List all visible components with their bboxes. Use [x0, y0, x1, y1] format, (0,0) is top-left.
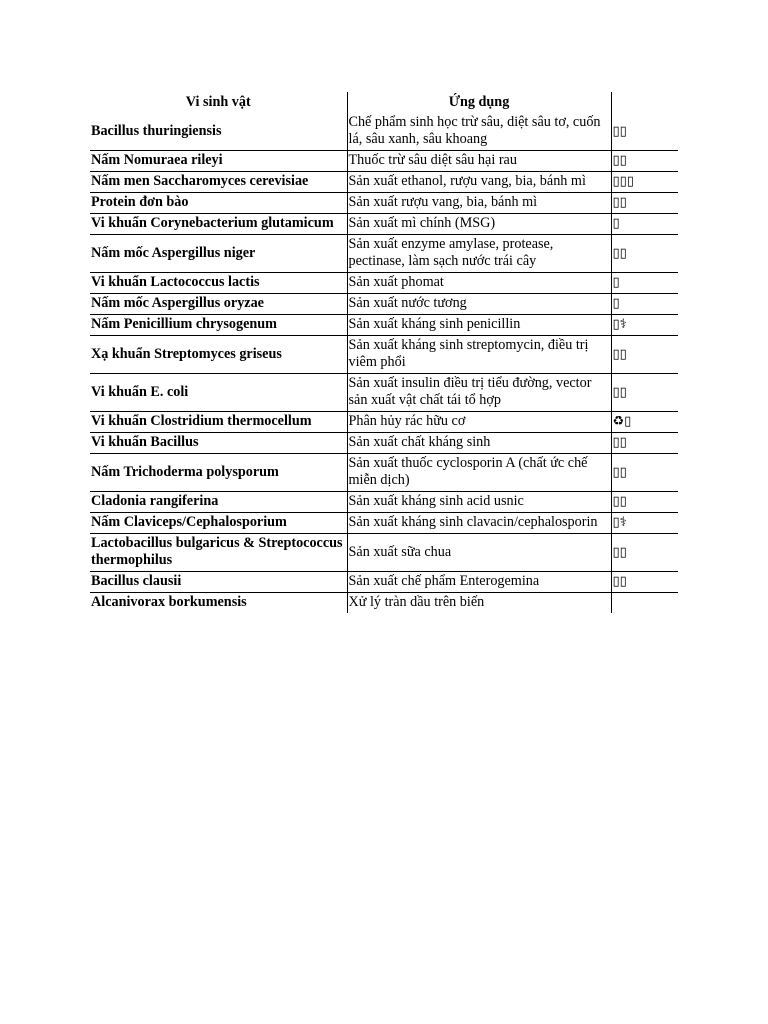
- application-cell: Sản xuất kháng sinh streptomycin, điều trị viêm phổi: [347, 336, 611, 374]
- application-cell: Sản xuất chế phẩm Enterogemina: [347, 572, 611, 593]
- icon-cell: ▯▯▯: [611, 172, 678, 193]
- organism-cell: Bacillus thuringiensis: [90, 113, 347, 151]
- application-cell: Sản xuất thuốc cyclosporin A (chất ức chế miễn dịch): [347, 454, 611, 492]
- organism-cell: Nấm mốc Aspergillus oryzae: [90, 294, 347, 315]
- application-cell: Sản xuất kháng sinh acid usnic: [347, 492, 611, 513]
- icon-cell: ▯▯: [611, 113, 678, 151]
- organism-cell: Protein đơn bào: [90, 193, 347, 214]
- table-row: [90, 294, 678, 315]
- icon-cell: ▯▯: [611, 151, 678, 172]
- table-body: [90, 113, 678, 613]
- application-cell: Sản xuất rượu vang, bia, bánh mì: [347, 193, 611, 214]
- icon-cell: ▯▯: [611, 492, 678, 513]
- organism-cell: Nấm Penicillium chrysogenum: [90, 315, 347, 336]
- application-cell: Sản xuất insulin điều trị tiểu đường, vector sản xuất vật chất tái tổ hợp: [347, 374, 611, 412]
- application-cell: Thuốc trừ sâu diệt sâu hại rau: [347, 151, 611, 172]
- icon-cell: ▯▯: [611, 433, 678, 454]
- icon-cell: ▯: [611, 273, 678, 294]
- table-row: [90, 454, 678, 492]
- organism-cell: Vi khuẩn Corynebacterium glutamicum: [90, 214, 347, 235]
- application-cell: Sản xuất kháng sinh clavacin/cephalosporin: [347, 513, 611, 534]
- icon-cell: ▯⚕: [611, 513, 678, 534]
- application-cell: Sản xuất enzyme amylase, protease, pectinase, làm sạch nước trái cây: [347, 235, 611, 273]
- icon-cell: ▯: [611, 294, 678, 315]
- table-row: [90, 193, 678, 214]
- table-row: [90, 273, 678, 294]
- table-row: [90, 433, 678, 454]
- application-cell: Chế phẩm sinh học trừ sâu, diệt sâu tơ, cuốn lá, sâu xanh, sâu khoang: [347, 113, 611, 151]
- organism-cell: Lactobacillus bulgaricus & Streptococcus thermophilus: [90, 534, 347, 572]
- organism-cell: Bacillus clausii: [90, 572, 347, 593]
- icon-cell: ▯▯: [611, 336, 678, 374]
- organism-cell: Vi khuẩn Bacillus: [90, 433, 347, 454]
- table-row: [90, 113, 678, 151]
- table-row: [90, 151, 678, 172]
- table-row: [90, 572, 678, 593]
- table-header: [90, 92, 678, 113]
- table-row: [90, 315, 678, 336]
- application-cell: Sản xuất chất kháng sinh: [347, 433, 611, 454]
- application-cell: Sản xuất sữa chua: [347, 534, 611, 572]
- application-cell: Sản xuất phomat: [347, 273, 611, 294]
- table-row: [90, 235, 678, 273]
- organism-cell: Nấm mốc Aspergillus niger: [90, 235, 347, 273]
- application-cell: Sản xuất mì chính (MSG): [347, 214, 611, 235]
- header-icon: [611, 92, 678, 113]
- icon-cell: ♻▯: [611, 412, 678, 433]
- icon-cell: ▯▯: [611, 454, 678, 492]
- organism-cell: Xạ khuẩn Streptomyces griseus: [90, 336, 347, 374]
- header-application: Ứng dụng: [347, 92, 611, 113]
- table-row: [90, 172, 678, 193]
- application-cell: Sản xuất kháng sinh penicillin: [347, 315, 611, 336]
- microorganism-table: [90, 92, 678, 613]
- table-row: [90, 492, 678, 513]
- table-row: [90, 513, 678, 534]
- organism-cell: Nấm Claviceps/Cephalosporium: [90, 513, 347, 534]
- icon-cell: ▯▯: [611, 572, 678, 593]
- table-row: [90, 534, 678, 572]
- icon-cell: ▯▯: [611, 235, 678, 273]
- icon-cell: ▯: [611, 214, 678, 235]
- header-row: [90, 92, 678, 113]
- organism-cell: Vi khuẩn E. coli: [90, 374, 347, 412]
- icon-cell: [611, 593, 678, 614]
- organism-cell: Vi khuẩn Lactococcus lactis: [90, 273, 347, 294]
- organism-cell: Nấm Trichoderma polysporum: [90, 454, 347, 492]
- organism-cell: Nấm Nomuraea rileyi: [90, 151, 347, 172]
- table-row: [90, 593, 678, 614]
- icon-cell: ▯▯: [611, 193, 678, 214]
- application-cell: Xử lý tràn dầu trên biến: [347, 593, 611, 614]
- organism-cell: Vi khuẩn Clostridium thermocellum: [90, 412, 347, 433]
- icon-cell: ▯▯: [611, 374, 678, 412]
- application-cell: Phân hủy rác hữu cơ: [347, 412, 611, 433]
- table-row: [90, 336, 678, 374]
- table-row: [90, 214, 678, 235]
- icon-cell: ▯▯: [611, 534, 678, 572]
- header-organism: Vi sinh vật: [185, 94, 251, 110]
- icon-cell: ▯⚕: [611, 315, 678, 336]
- table-row: [90, 374, 678, 412]
- organism-cell: Alcanivorax borkumensis: [91, 594, 247, 610]
- organism-cell: Nấm men Saccharomyces cerevisiae: [90, 172, 347, 193]
- application-cell: Sản xuất ethanol, rượu vang, bia, bánh mì: [347, 172, 611, 193]
- table-row: [90, 412, 678, 433]
- organism-cell: Cladonia rangiferina: [90, 492, 347, 513]
- application-cell: Sản xuất nước tương: [347, 294, 611, 315]
